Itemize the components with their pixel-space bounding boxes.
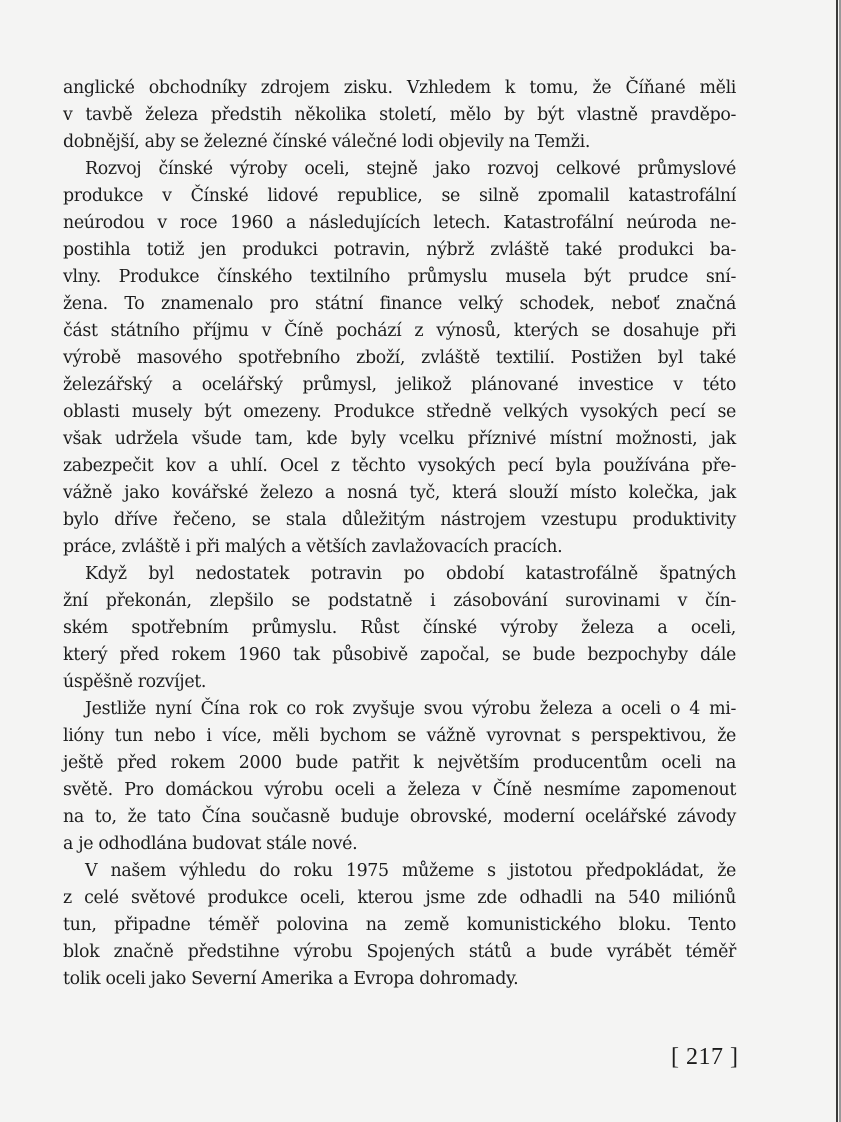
text-line: vlny. Produkce čínského textilního průmyslu musela být prudce sní-: [63, 267, 736, 287]
text-line: který před rokem 1960 tak působivě započal, se bude bezpochyby dále: [63, 645, 736, 665]
text-line: Když byl nedostatek potravin po období katastrofálně špatných: [85, 564, 736, 584]
text-line: část státního příjmu v Číně pochází z výnosů, kterých se dosahuje při: [63, 321, 736, 341]
text-line: tolik oceli jako Severní Amerika a Evropa dohromady.: [63, 969, 519, 989]
text-line: neúrodou v roce 1960 a následujících letech. Katastrofální neúroda ne-: [63, 213, 736, 233]
text-line: na to, že tato Čína současně buduje obrovské, moderní ocelářské závody: [63, 807, 736, 827]
text-line: blok značně předstihne výrobu Spojených států a bude vyrábět téměř: [63, 942, 736, 962]
text-line: a je odhodlána budovat stále nové.: [63, 834, 358, 854]
text-line: bylo dříve řečeno, se stala důležitým nástrojem vzestupu produktivity: [63, 510, 736, 530]
text-line: tun, připadne téměř polovina na země komunistického bloku. Tento: [63, 915, 736, 935]
text-line: lióny tun nebo i více, měli bychom se vážně vyrovnat s perspektivou, že: [63, 726, 736, 746]
text-line: ském spotřebním průmyslu. Růst čínské výroby železa a oceli,: [63, 618, 736, 638]
text-line: anglické obchodníky zdrojem zisku. Vzhledem k tomu, že Číňané měli: [63, 78, 736, 98]
text-line: výrobě masového spotřebního zboží, zvláště textilií. Postižen byl také: [63, 348, 736, 368]
paragraph: [63, 156, 736, 561]
text-line: dobnější, aby se železné čínské válečné lodi objevily na Temži.: [63, 132, 591, 152]
text-line: V našem výhledu do roku 1975 můžeme s jistotou předpokládat, že: [85, 861, 736, 881]
text-line: vážně jako kovářské železo a nosná tyč, která slouží místo kolečka, jak: [63, 483, 736, 503]
text-line: ještě před rokem 2000 bude patřit k největším producentům oceli na: [63, 753, 736, 773]
paragraph: [63, 75, 736, 156]
paragraph: [63, 561, 736, 696]
paragraph: [63, 696, 736, 858]
text-line: Jestliže nyní Čína rok co rok zvyšuje svou výrobu železa a oceli o 4 mi-: [85, 699, 736, 719]
text-line: žní překonán, zlepšilo se podstatně i zásobování surovinami v čín-: [63, 591, 736, 611]
text-line: v tavbě železa předstih několika století, mělo by být vlastně pravděpo-: [63, 105, 736, 125]
text-line: zabezpečit kov a uhlí. Ocel z těchto vysokých pecí byla používána pře-: [63, 456, 736, 476]
page-number: [ 217 ]: [671, 1044, 739, 1070]
text-line: žena. To znamenalo pro státní finance velký schodek, neboť značná: [63, 294, 736, 314]
text-line: postihla totiž jen produkci potravin, nýbrž zvláště také produkci ba-: [63, 240, 736, 260]
body-text: [63, 75, 736, 993]
text-line: oblasti musely být omezeny. Produkce středně velkých vysokých pecí se: [63, 402, 736, 422]
text-line: světě. Pro domáckou výrobu oceli a železa v Číně nesmíme zapomenout: [63, 780, 736, 800]
text-line: železářský a ocelářský průmysl, jelikož plánované investice v této: [63, 375, 736, 395]
text-line: produkce v Čínské lidové republice, se silně zpomalil katastrofální: [63, 186, 736, 206]
text-line: z celé světové produkce oceli, kterou jsme zde odhadli na 540 miliónů: [63, 888, 736, 908]
text-line: úspěšně rozvíjet.: [63, 672, 207, 692]
text-line: Rozvoj čínské výroby oceli, stejně jako rozvoj celkové průmyslové: [85, 159, 736, 179]
paragraph: [63, 858, 736, 993]
text-line: však udržela všude tam, kde byly vcelku příznivé místní možnosti, jak: [63, 429, 736, 449]
page-edge-shadow: [836, 0, 838, 1122]
text-line: práce, zvláště i při malých a větších zavlažovacích pracích.: [63, 537, 563, 557]
